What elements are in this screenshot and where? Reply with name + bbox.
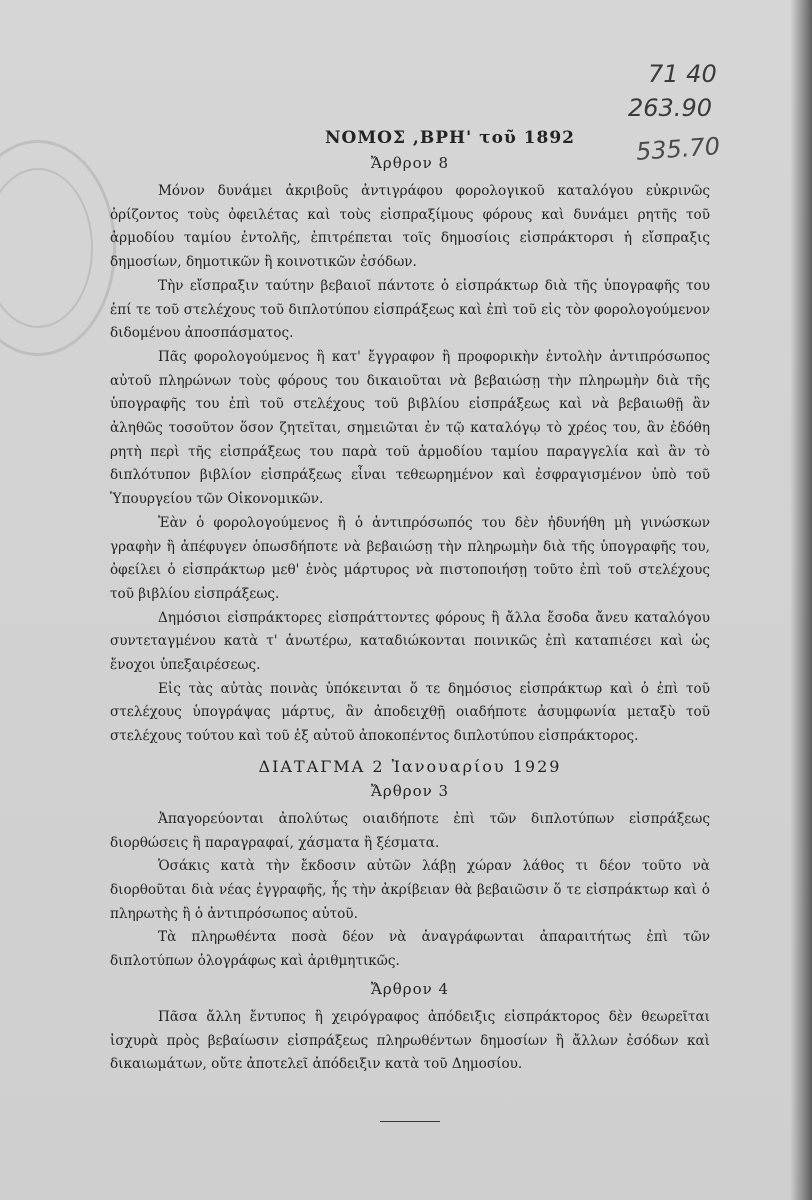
article-3-paragraph: Ἀπαγορεύονται ἀπολύτως οιαιδήποτε ἐπὶ τῶν διπλοτύπων εἰσπράξεως διορθώσεις ἢ παραγραφαί, χάσματα ἢ ξέσματα.: [110, 810, 710, 851]
article-8-paragraph: Εἰς τὰς αὐτὰς ποινὰς ὑπόκεινται ὅ τε δημόσιος εἰσπράκτωρ καὶ ὁ ἐπὶ τοῦ στελέχους ὑπογράψας μάρτυς, ἂν ἀποδειχθῇ οιαδήποτε ἀσυμφωνία μεταξὺ τοῦ στελέχους τούτου καὶ τοῦ ἐξ αὐτοῦ ἀποκοπέντος διπλοτύπου εἰσπράκτορος.: [110, 680, 710, 745]
article-3-heading: Ἄρθρον 3: [370, 781, 450, 800]
closing-divider: [380, 1121, 440, 1122]
page-shadow-edge: [790, 0, 812, 1200]
handwritten-note-2: 263.90: [628, 94, 712, 122]
article-8-paragraph: Ἐὰν ὁ φορολογούμενος ἢ ὁ ἀντιπρόσωπός του δὲν ἠδυνήθη μὴ γινώσκων γραφὴν ἢ ἀπέφυγεν ὁπωσδήποτε νὰ βεβαιώσῃ τὴν πληρωμὴν διὰ τῆς ὑπογραφῆς του, ὀφείλει ὁ εἰσπράκτωρ μεθ' ἑνὸς μάρτυρος νὰ πιστοποιήσῃ τοῦτο ἐπὶ τοῦ στελέχους τοῦ βιβλίου εἰσπράξεως.: [110, 514, 710, 602]
article-8-paragraph: Τὴν εἴσπραξιν ταύτην βεβαιοῖ πάντοτε ὁ εἰσπράκτωρ διὰ τῆς ὑπογραφῆς του ἐπί τε τοῦ στελέχους τοῦ διπλοτύπου εἰσπράξεως καὶ ἐπὶ τοῦ εἰς τὸν φορολογούμενον διδομένου ἀποσπάσματος.: [110, 277, 710, 342]
document-body: [110, 128, 710, 1122]
decree-title: ΔΙΑΤΑΓΜΑ 2 Ἰανουαρίου 1929: [258, 756, 562, 776]
handwritten-note-1: 71 40: [648, 60, 717, 88]
article-3-paragraph: Ὁσάκις κατὰ τὴν ἔκδοσιν αὐτῶν λάβῃ χώραν λάθος τι δέον τοῦτο νὰ διορθοῦται διὰ νέας ἐγγραφῆς, ἧς τὴν ἀκρίβειαν θὰ βεβαιῶσιν ὅ τε εἰσπράκτωρ καὶ ὁ πληρωτὴς ἢ ὁ ἀντιπρόσωπος αὐτοῦ.: [110, 858, 710, 922]
article-3-paragraph: Τὰ πληρωθέντα ποσὰ δέον νὰ ἀναγράφωνται ἀπαραιτήτως ἐπὶ τῶν διπλοτύπων ὁλογράφως καὶ ἀριθμητικῶς.: [110, 929, 710, 970]
handwritten-note-3: 535.70: [635, 132, 721, 166]
article-8-paragraph: Μόνον δυνάμει ἀκριβοῦς ἀντιγράφου φορολογικοῦ καταλόγου εὐκρινῶς ὁρίζοντος τοὺς ὀφειλέτας καὶ τοὺς εἰσπραξίμους φόρους καὶ δυνάμει ρητῆς τοῦ ἁρμοδίου ταμίου ἐντολῆς, ἐπιτρέπεται τοῖς δημοσίοις εἰσπράκτορσι ἡ εἴσπραξις δημοσίων, δημοτικῶν ἢ κοινοτικῶν ἐσόδων.: [110, 183, 710, 271]
article-4-paragraph: Πᾶσα ἄλλη ἔντυπος ἢ χειρόγραφος ἀπόδειξις εἰσπράκτορος δὲν θεωρεῖται ἰσχυρὰ πρὸς βεβαίωσιν εἰσπράξεως πληρωθέντων δημοσίων ἢ ἄλλων ἐσόδων καὶ δικαιωμάτων, οὔτε ἀποτελεῖ ἀπόδειξιν κατὰ τοῦ Δημοσίου.: [110, 1008, 710, 1073]
article-4-heading: Ἄρθρον 4: [370, 979, 450, 998]
article-8-paragraph: Πᾶς φορολογούμενος ἢ κατ' ἔγγραφον ἢ προφορικὴν ἐντολὴν ἀντιπρόσωπος αὐτοῦ πληρώνων τοὺς φόρους του δικαιοῦται νὰ βεβαιώσῃ τὴν πληρωμὴν διὰ τῆς ὑπογραφῆς του ἐπὶ τοῦ στελέχους τοῦ βιβλίου εἰσπράξεως καὶ νὰ βεβαιωθῇ ἂν ἀληθῶς τοσοῦτον ὅσον ζητεῖται, σημειῶται ἐν τῷ καταλόγῳ τὸ χρέος του, ἂν ἐδόθη ρητὴ περὶ τῆς εἰσπράξεως του παρὰ τοῦ ἁρμοδίου ταμίου παραγγελία καὶ ἂν τὸ διπλότυπον βιβλίον εἰσπράξεως εἶναι τεθεωρημένον καὶ ἐσφραγισμένον ὑπὸ τοῦ Ὑπουργείου τῶν Οἰκονομικῶν.: [110, 348, 710, 508]
law-title: ΝΟΜΟΣ ,ΒΡΗ' τοῦ 1892: [325, 128, 575, 148]
ink-stamp: [0, 140, 116, 356]
article-8-paragraph: Δημόσιοι εἰσπράκτορες εἰσπράττοντες φόρους ἢ ἄλλα ἔσοδα ἄνευ καταλόγου συντεταγμένου κατὰ τ' ἀνωτέρω, καταδιώκονται ποινικῶς ἐπὶ καταπιέσει καὶ ὡς ἔνοχοι ὑπεξαιρέσεως.: [110, 609, 710, 674]
article-8-heading: Ἄρθρον 8: [370, 154, 450, 172]
